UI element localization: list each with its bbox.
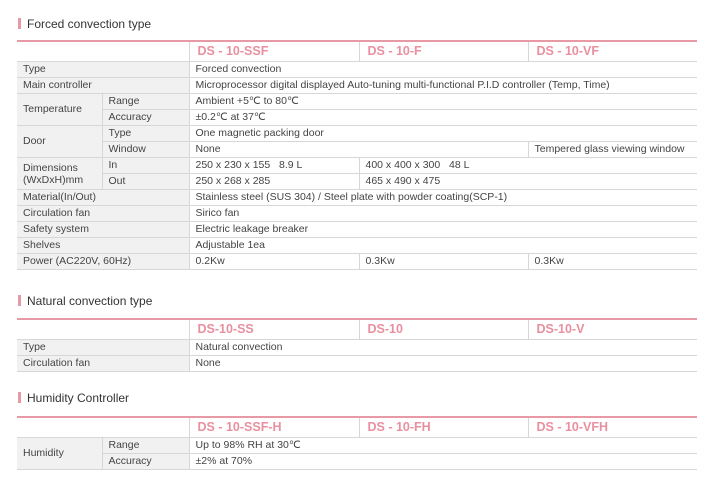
type-label: Type <box>17 340 189 356</box>
accuracy-label: Accuracy <box>102 110 189 126</box>
fan-row <box>17 206 697 222</box>
range-value: Up to 98% RH at 30℃ <box>189 438 697 454</box>
fan-value: None <box>189 356 697 372</box>
type-row <box>17 340 697 356</box>
door-label: Door <box>17 126 102 158</box>
model-name: DS-10-SS <box>189 319 359 340</box>
model-name: DS-10 <box>359 319 528 340</box>
safety-row <box>17 222 697 238</box>
temperature-accuracy-row <box>17 110 697 126</box>
forced-title-text: Forced convection type <box>27 17 152 31</box>
accuracy-value: ±2% at 70% <box>189 454 697 470</box>
header-blank <box>17 417 189 438</box>
power-value: 0.3Kw <box>359 254 528 270</box>
section-marker <box>18 18 21 29</box>
range-value: Ambient +5℃ to 80℃ <box>189 94 697 110</box>
shelves-label: Shelves <box>17 238 189 254</box>
type-row <box>17 62 697 78</box>
out-value: 250 x 268 x 285 <box>189 174 359 190</box>
material-label: Material(In/Out) <box>17 190 189 206</box>
type-value: Natural convection <box>189 340 697 356</box>
shelves-row <box>17 238 697 254</box>
model-name: DS - 10-SSF <box>189 41 359 62</box>
window-value: None <box>189 142 528 158</box>
out-value: 465 x 490 x 475 <box>359 174 697 190</box>
accuracy-label: Accuracy <box>102 454 189 470</box>
natural-section-title <box>18 294 152 308</box>
natural-spec-table <box>17 318 697 372</box>
window-label: Window <box>102 142 189 158</box>
shelves-value: Adjustable 1ea <box>189 238 697 254</box>
in-value: 400 x 400 x 300 48 L <box>359 158 697 174</box>
dimensions-out-row <box>17 174 697 190</box>
model-header-row <box>17 319 697 340</box>
fan-value: Sirico fan <box>189 206 697 222</box>
model-name: DS - 10-FH <box>359 417 528 438</box>
door-type-value: One magnetic packing door <box>189 126 697 142</box>
window-value-vf: Tempered glass viewing window <box>528 142 697 158</box>
model-name: DS - 10-F <box>359 41 528 62</box>
model-name: DS - 10-VFH <box>528 417 697 438</box>
model-name: DS-10-V <box>528 319 697 340</box>
dimensions-label-line1: Dimensions <box>23 161 78 174</box>
natural-title-text: Natural convection type <box>27 294 153 308</box>
section-marker <box>18 295 21 306</box>
power-label: Power (AC220V, 60Hz) <box>17 254 189 270</box>
model-header-row <box>17 417 697 438</box>
humidity-label: Humidity <box>17 438 102 470</box>
in-value: 250 x 230 x 155 8.9 L <box>189 158 359 174</box>
model-header-row <box>17 41 697 62</box>
model-name: DS - 10-SSF-H <box>189 417 359 438</box>
main-controller-row <box>17 78 697 94</box>
in-label: In <box>102 158 189 174</box>
power-value: 0.2Kw <box>189 254 359 270</box>
humidity-title-text: Humidity Controller <box>27 391 130 405</box>
temperature-label: Temperature <box>17 94 102 126</box>
type-label: Type <box>17 62 189 78</box>
fan-label: Circulation fan <box>17 356 189 372</box>
fan-row <box>17 356 697 372</box>
main-controller-value: Microprocessor digital displayed Auto-tuning multi-functional P.I.D controller (Temp, Time) <box>189 78 697 94</box>
material-value: Stainless steel (SUS 304) / Steel plate with powder coating(SCP-1) <box>189 190 697 206</box>
forced-spec-table <box>17 40 697 270</box>
section-marker <box>18 392 21 403</box>
door-window-row <box>17 142 697 158</box>
out-label: Out <box>102 174 189 190</box>
safety-label: Safety system <box>17 222 189 238</box>
humidity-spec-table <box>17 416 697 470</box>
temperature-range-row <box>17 94 697 110</box>
main-controller-label: Main controller <box>17 78 189 94</box>
range-label: Range <box>102 438 189 454</box>
material-row <box>17 190 697 206</box>
model-name: DS - 10-VF <box>528 41 697 62</box>
accuracy-value: ±0.2℃ at 37℃ <box>189 110 697 126</box>
power-value: 0.3Kw <box>528 254 697 270</box>
header-blank <box>17 41 189 62</box>
header-blank <box>17 319 189 340</box>
door-type-label: Type <box>102 126 189 142</box>
dimensions-in-row <box>17 158 697 174</box>
range-label: Range <box>102 94 189 110</box>
humidity-accuracy-row <box>17 454 697 470</box>
type-value: Forced convection <box>189 62 697 78</box>
dimensions-label <box>17 158 102 190</box>
humidity-section-title <box>18 391 129 405</box>
power-row <box>17 254 697 270</box>
safety-value: Electric leakage breaker <box>189 222 697 238</box>
door-type-row <box>17 126 697 142</box>
forced-section-title <box>18 17 151 31</box>
fan-label: Circulation fan <box>17 206 189 222</box>
dimensions-label-line2: (WxDxH)mm <box>23 173 84 186</box>
humidity-range-row <box>17 438 697 454</box>
